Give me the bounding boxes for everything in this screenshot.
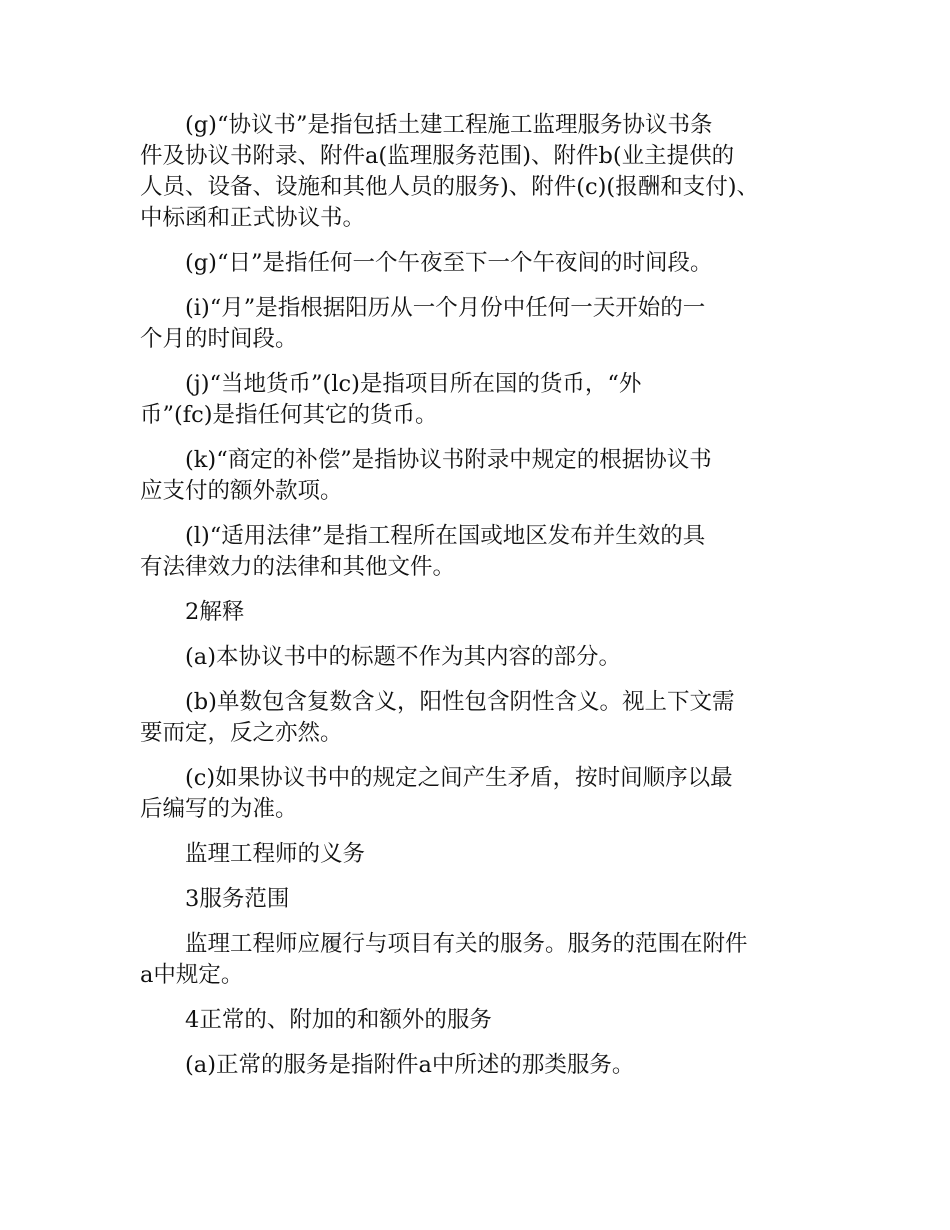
text-line: 应支付的额外款项。 (140, 478, 343, 504)
text-line: 4正常的、附加的和额外的服务 (185, 1007, 492, 1033)
text-line: 2解释 (185, 599, 245, 625)
section-heading-scope-of-services (140, 884, 830, 915)
text-line: (g)“日”是指任何一个午夜至下一个午夜间的时间段。 (185, 250, 713, 276)
text-line: 中标函和正式协议书。 (140, 205, 366, 231)
text-line: 件及协议书附录、附件a(监理服务范围)、附件b(业主提供的 (140, 143, 735, 169)
text-line: 有法律效力的法律和其他文件。 (140, 554, 456, 580)
section-heading-engineer-obligations (140, 839, 830, 870)
paragraph-definition-g-day (140, 248, 830, 279)
text-line: (i)“月”是指根据阳历从一个月份中任何一天开始的一 (185, 295, 706, 321)
text-line: 个月的时间段。 (140, 326, 298, 352)
text-line: (b)单数包含复数含义，阳性包含阴性含义。视上下文需 (185, 689, 735, 715)
paragraph-definition-j-currency (140, 369, 830, 431)
section-heading-normal-additional-extra-services (140, 1005, 830, 1036)
text-line: (c)如果协议书中的规定之间产生矛盾，按时间顺序以最 (185, 765, 733, 791)
paragraph-definition-k-compensation (140, 445, 830, 507)
text-line: (a)本协议书中的标题不作为其内容的部分。 (185, 644, 621, 670)
paragraph-normal-services-a (140, 1050, 830, 1081)
text-line: (j)“当地货币”(lc)是指项目所在国的货币，“外 (185, 371, 642, 397)
text-line: 3服务范围 (185, 886, 290, 912)
text-line: 监理工程师应履行与项目有关的服务。服务的范围在附件 (185, 931, 748, 957)
paragraph-interpretation-a (140, 642, 830, 673)
text-line: 监理工程师的义务 (185, 841, 366, 867)
paragraph-interpretation-c (140, 763, 830, 825)
text-line: 人员、设备、设施和其他人员的服务)、附件(c)(报酬和支付)、 (140, 174, 759, 200)
text-line: 币”(fc)是指任何其它的货币。 (140, 402, 438, 428)
paragraph-definition-l-law (140, 521, 830, 583)
text-line: (l)“适用法律”是指工程所在国或地区发布并生效的具 (185, 523, 706, 549)
paragraph-interpretation-b (140, 687, 830, 749)
paragraph-definition-i-month (140, 293, 830, 355)
section-heading-interpretation (140, 597, 830, 628)
document-body (140, 110, 830, 1095)
text-line: (g)“协议书”是指包括土建工程施工监理服务协议书条 (185, 112, 713, 138)
text-line: 要而定，反之亦然。 (140, 720, 343, 746)
text-line: a中规定。 (140, 962, 244, 988)
text-line: (a)正常的服务是指附件a中所述的那类服务。 (185, 1052, 635, 1078)
paragraph-definition-g-agreement (140, 110, 830, 234)
text-line: 后编写的为准。 (140, 796, 298, 822)
paragraph-scope-of-services (140, 929, 830, 991)
text-line: (k)“商定的补偿”是指协议书附录中规定的根据协议书 (185, 447, 712, 473)
